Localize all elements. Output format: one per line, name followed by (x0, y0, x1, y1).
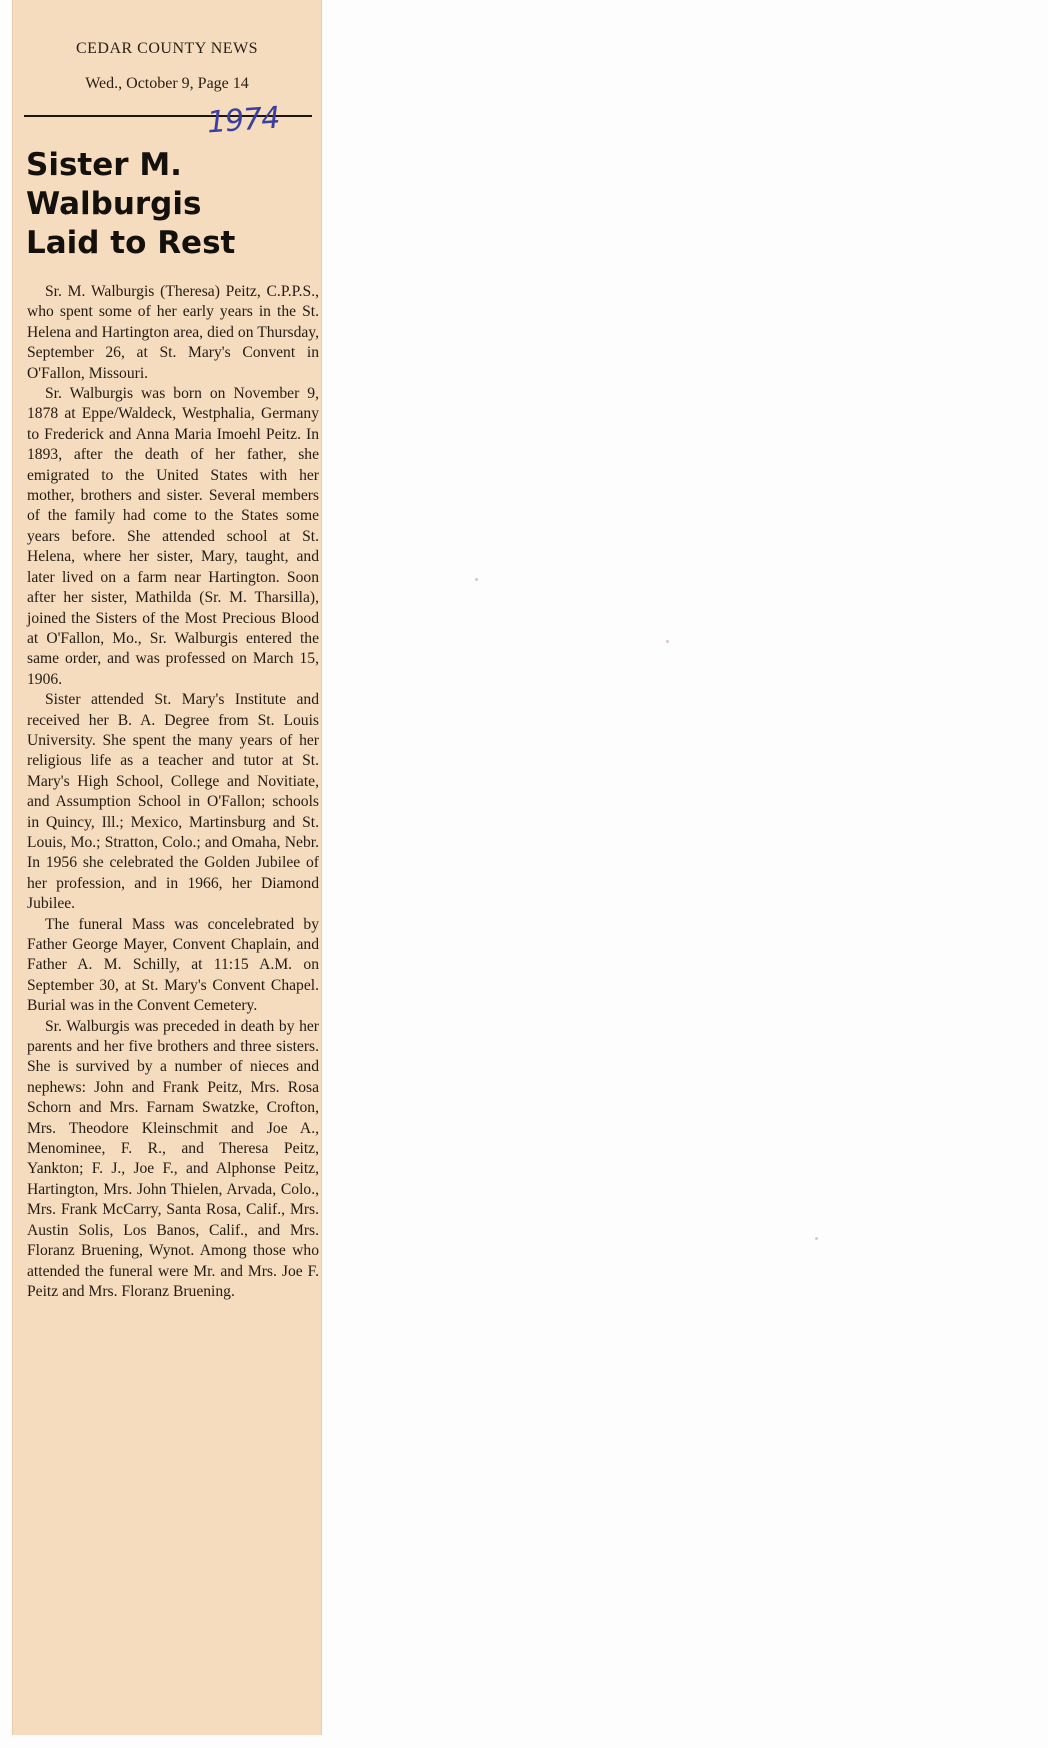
handwritten-year: 1974 (205, 100, 281, 141)
paragraph-funeral: The funeral Mass was concelebrated by Father George Mayer, Convent Chaplain, and Father A. M. Schilly, at 11:15 A.M. on September 30, at St. Mary's Convent Chapel. Burial was in the Convent Cemetery. (27, 915, 319, 1015)
paragraph-career: Sister attended St. Mary's Institute and received her B. A. Degree from St. Louis University. She spent the many years of her religious life as a teacher and tutor at St. Mary's High School, College and Novitiate, and Assumption School in O'Fallon; schools in Quincy, Ill.; Mexico, Martinsburg and St. Louis, Mo.; Stratton, Colo.; and Omaha, Nebr. In 1956 she celebrated the Golden Jubilee of her profession, and in 1966, her Diamond Jubilee. (27, 691, 319, 913)
article-headline (26, 146, 316, 263)
newspaper-clipping (12, 0, 322, 1735)
newspaper-name: CEDAR COUNTY NEWS (75, 40, 259, 57)
scan-speck (815, 1237, 818, 1240)
dateline: Wed., October 9, Page 14 (85, 75, 249, 92)
paragraph-death-notice: Sr. M. Walburgis (Theresa) Peitz, C.P.P.S., who spent some of her early years in the St. Helena and Hartington area, died on Thursday, September 26, at St. Mary's Convent in O'Fallon, Missouri. (27, 283, 319, 382)
headline-line-3: Laid to Rest (26, 225, 236, 261)
scan-speck (475, 578, 478, 581)
scan-speck (666, 640, 669, 643)
headline-line-1: Sister M. (26, 147, 182, 183)
headline-line-2: Walburgis (26, 186, 202, 222)
article-body (27, 282, 319, 1302)
paragraph-survivors: Sr. Walburgis was preceded in death by her parents and her five brothers and three sisters. She is survived by a number of nieces and nephews: John and Frank Peitz, Mrs. Rosa Schorn and Mrs. Farnam Swatzke, Crofton, Mrs. Theodore Kleinschmit and Joe A., Menominee, F. R., and Theresa Peitz, Yankton; F. J., Joe F., and Alphonse Peitz, Hartington, Mrs. John Thielen, Arvada, Colo., Mrs. Frank McCarry, Santa Rosa, Calif., Mrs. Austin Solis, Los Banos, Calif., and Mrs. Floranz Bruening, Wynot. Among those who attended the funeral were Mr. and Mrs. Joe F. Peitz and Mrs. Floranz Bruening. (27, 1017, 319, 1300)
paragraph-early-life: Sr. Walburgis was born on November 9, 1878 at Eppe/Waldeck, Westphalia, Germany to Frederick and Anna Maria Imoehl Peitz. In 1893, after the death of her father, she emigrated to the United States with her mother, brothers and sister. Several members of the family had come to the States some years before. She attended school at St. Helena, where her sister, Mary, taught, and later lived on a farm near Hartington. Soon after her sister, Mathilda (Sr. M. Tharsilla), joined the Sisters of the Most Precious Blood at O'Fallon, Mo., Sr. Walburgis entered the same order, and was professed on March 15, 1906. (27, 385, 319, 688)
